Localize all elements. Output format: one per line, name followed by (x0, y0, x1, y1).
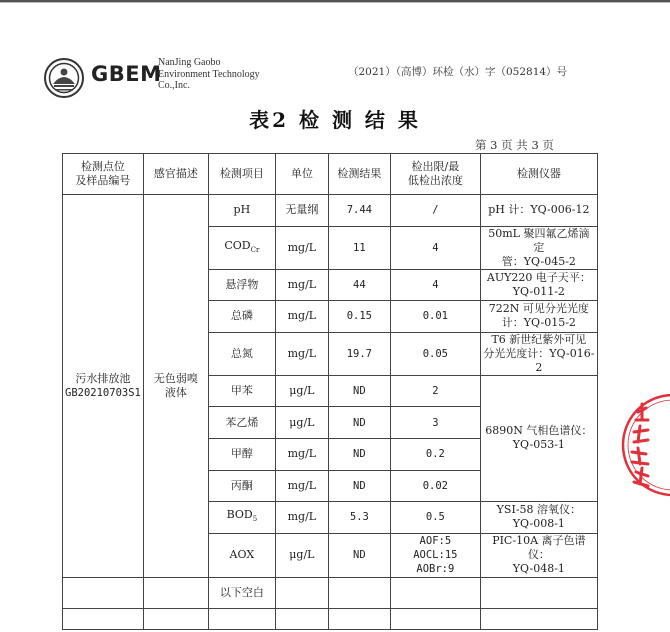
limit-cell: 0.02 (390, 470, 480, 502)
unit-cell: 无量纲 (275, 195, 328, 227)
empty-cell (143, 608, 208, 629)
header-cell-sensory: 感官描述 (143, 154, 208, 195)
empty-cell (275, 577, 328, 608)
item-cell: pH (208, 195, 275, 227)
item-cell: AOX (208, 533, 275, 577)
company-line: NanJing Gaobo (158, 57, 221, 68)
gbem-logo-icon (44, 58, 84, 98)
result-cell: 44 (328, 269, 390, 301)
sample-code: GB20210703S1 (65, 386, 141, 399)
limit-cell: / (390, 195, 480, 227)
unit-cell: mg/L (275, 301, 328, 333)
header-row (63, 154, 598, 195)
instrument-cell: 722N 可见分光光度 计：YQ-015-2 (480, 301, 597, 333)
unit-cell: mg/L (275, 502, 328, 534)
company-line: Co.,Inc. (158, 80, 190, 91)
result-cell: 19.7 (328, 332, 390, 375)
result-cell: ND (328, 470, 390, 502)
unit-cell: mg/L (275, 470, 328, 502)
top-border-shadow (0, 2, 670, 3)
header-cell-point: 检测点位 及样品编号 (63, 154, 144, 195)
item-cell: 苯乙烯 (208, 407, 275, 439)
company-line: Environment Technology (158, 68, 260, 80)
item-cell: $BOD_5$ (208, 502, 275, 534)
empty-cell (328, 577, 390, 608)
limit-cell: AOF:5 AOCL:15 AOBr:9 (390, 533, 480, 577)
result-cell: ND (328, 375, 390, 407)
item-cell: 总磷 (208, 301, 275, 333)
header-cell-instrument: 检测仪器 (480, 154, 597, 195)
unit-cell: mg/L (275, 269, 328, 301)
result-cell: ND (328, 533, 390, 577)
page-title: 表2 检 测 结 果 (249, 108, 421, 132)
header-cell-item: 检测项目 (208, 154, 275, 195)
instrument-cell: AUY220 电子天平： YQ-011-2 (480, 269, 597, 301)
empty-cell (208, 608, 275, 629)
unit-cell: mg/L (275, 438, 328, 470)
unit-cell: μg/L (275, 407, 328, 439)
sample-location: 污水排放池 (75, 371, 131, 385)
result-cell: 5.3 (328, 502, 390, 534)
instrument-cell-gc: 6890N 气相色谱仪： YQ-053-1 (480, 375, 597, 501)
result-cell: ND (328, 438, 390, 470)
limit-cell: 4 (390, 269, 480, 301)
header-cell-limit: 检出限/最 低检出浓度 (390, 154, 480, 195)
item-cell: $COD_{Cr}$ (208, 226, 275, 269)
results-table (62, 153, 598, 630)
empty-cell (63, 608, 144, 629)
item-cell: 总氮 (208, 332, 275, 375)
empty-cell (275, 608, 328, 629)
limit-cell: 0.01 (390, 301, 480, 333)
limit-cell: 0.2 (390, 438, 480, 470)
result-cell: ND (328, 407, 390, 439)
instrument-cell: T6 新世纪紫外可见 分光光度计：YQ-016-2 (480, 332, 597, 375)
empty-cell (328, 608, 390, 629)
sample-point-cell (63, 195, 144, 578)
unit-cell: μg/L (275, 375, 328, 407)
result-cell: 0.15 (328, 301, 390, 333)
header-cell-unit: 单位 (275, 154, 328, 195)
red-seal-stamp-icon (618, 390, 670, 500)
limit-cell: 3 (390, 407, 480, 439)
table-row (63, 577, 598, 608)
limit-cell: 2 (390, 375, 480, 407)
item-cell: 甲醇 (208, 438, 275, 470)
document-number: （2021）（高博）环检（水）字（052814）号 (348, 66, 568, 78)
item-cell: 甲苯 (208, 375, 275, 407)
header-cell-result: 检测结果 (328, 154, 390, 195)
empty-cell (390, 577, 480, 608)
empty-cell (390, 608, 480, 629)
result-cell: 11 (328, 226, 390, 269)
blank-note-cell: 以下空白 (208, 577, 275, 608)
table-row (63, 608, 598, 629)
empty-cell (480, 577, 597, 608)
unit-cell: mg/L (275, 226, 328, 269)
empty-cell (480, 608, 597, 629)
limit-cell: 4 (390, 226, 480, 269)
unit-cell: mg/L (275, 332, 328, 375)
page-number: 第 3 页 共 3 页 (475, 138, 554, 152)
instrument-cell: YSI-58 溶氧仪： YQ-008-1 (480, 502, 597, 534)
brand-name: GBEM (91, 62, 162, 86)
limit-cell: 0.05 (390, 332, 480, 375)
sensory-cell: 无色弱嗅 液体 (143, 195, 208, 578)
unit-cell: μg/L (275, 533, 328, 577)
limit-cell: 0.5 (390, 502, 480, 534)
empty-cell (63, 577, 144, 608)
instrument-cell: PIC-10A 离子色谱仪： YQ-048-1 (480, 533, 597, 577)
item-cell: 丙酮 (208, 470, 275, 502)
result-cell: 7.44 (328, 195, 390, 227)
company-name (158, 57, 260, 92)
empty-cell (143, 577, 208, 608)
instrument-cell: pH 计：YQ-006-12 (480, 195, 597, 227)
instrument-cell: 50mL 聚四氟乙烯滴定 管：YQ-045-2 (480, 226, 597, 269)
table-row (63, 195, 598, 227)
item-cell: 悬浮物 (208, 269, 275, 301)
